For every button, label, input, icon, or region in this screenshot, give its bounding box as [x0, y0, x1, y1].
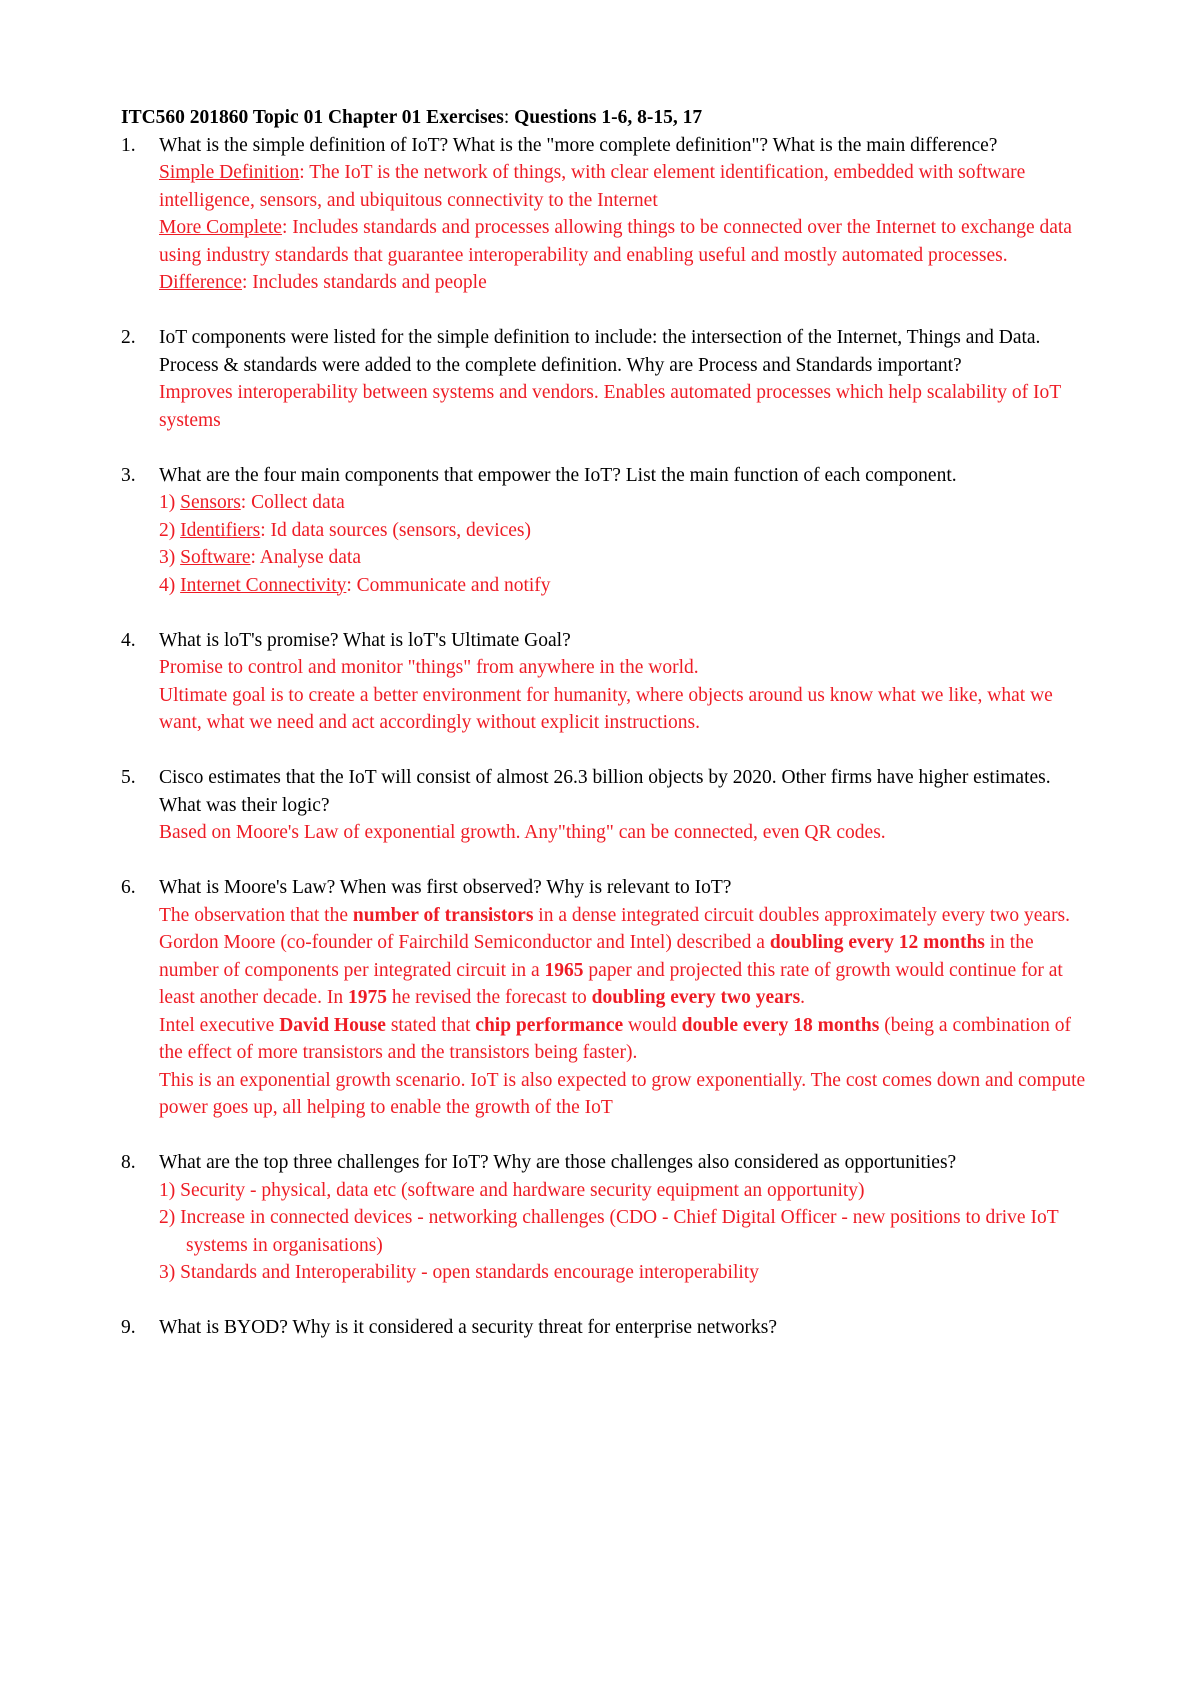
answer-text: Ultimate goal is to create a better environment for humanity, where objects around us know what we like, what we want, what we need and act accordingly without explicit instructions.	[159, 684, 1053, 733]
answer-label: Difference	[159, 272, 242, 293]
question-item-1	[121, 132, 1096, 297]
question-text: Cisco estimates that the IoT will consist of almost 26.3 billion objects by 2020. Other firms have higher estimates. What was their logic?	[159, 767, 1051, 816]
answer-text: Promise to control and monitor "things" from anywhere in the world.	[159, 657, 699, 678]
answer-text: Improves interoperability between systems and vendors. Enables automated processes which help scalability of IoT systems	[159, 382, 1061, 431]
answer-emphasis: doubling every 12 months	[769, 932, 985, 953]
item-label: Identifiers	[180, 519, 261, 541]
answer-list-item	[159, 572, 1096, 600]
answer-list-item	[159, 489, 1096, 517]
item-text: : Communicate and notify	[346, 574, 551, 596]
answer-list-item: 1) Security - physical, data etc (software and hardware security equipment an opportunity)	[159, 1179, 865, 1201]
answer-emphasis: 1965	[544, 959, 584, 981]
question-item-3	[121, 462, 1096, 600]
answer-emphasis: number of transistors	[352, 904, 534, 926]
question-number: 5.	[121, 767, 136, 788]
answer-emphasis: doubling every two years	[591, 987, 801, 1008]
answer-label: Simple Definition	[159, 162, 300, 183]
answer-list-item: 2) Increase in connected devices - networking challenges (CDO - Chief Digital Officer - new positions to drive IoT systems in organisations)	[159, 1207, 1059, 1256]
answer-run: The observation that the	[159, 904, 353, 926]
item-text: : Id data sources (sensors, devices)	[260, 519, 532, 541]
question-text: What is Moore's Law? When was first observed? Why is relevant to IoT?	[159, 877, 732, 898]
question-number: 9.	[121, 1317, 136, 1338]
answer-run: Intel executive	[159, 1014, 280, 1036]
question-item-4	[121, 627, 1096, 737]
question-text: What are the four main components that empower the IoT? List the main function of each component.	[159, 464, 957, 486]
item-label: Software	[180, 547, 251, 568]
question-text: What is BYOD? Why is it considered a security threat for enterprise networks?	[159, 1317, 778, 1338]
question-list	[121, 132, 1096, 1342]
item-prefix: 1)	[159, 492, 181, 513]
answer-line	[159, 269, 1096, 297]
answer-run: paper and projected this rate of growth would continue for at least another decade. In	[159, 959, 1063, 1008]
title-colon: :	[503, 107, 515, 128]
item-prefix: 2)	[159, 519, 181, 541]
answer-line	[159, 159, 1096, 214]
answer-label: More Complete	[159, 217, 282, 238]
item-prefix: 4)	[159, 574, 181, 596]
answer-paragraph: This is an exponential growth scenario. IoT is also expected to grow exponentially. The cost comes down and compute power goes up, all helping to enable the growth of the IoT	[159, 1069, 1086, 1118]
question-number: 3.	[121, 464, 136, 486]
answer-emphasis: 1975	[347, 987, 387, 1008]
question-item-6	[121, 874, 1096, 1122]
item-label: Sensors	[180, 492, 241, 513]
title-main: ITC560 201860 Topic 01 Chapter 01 Exercises	[121, 107, 504, 128]
item-label: Internet Connectivity	[180, 574, 347, 596]
answer-run: in the number of components per integrated circuit in a	[159, 932, 1034, 981]
answer-run: in a dense integrated circuit doubles approximately every two years. Gordon Moore (co-founder of Fairchild Semiconductor and Intel) described a	[159, 904, 1071, 953]
answer-line	[159, 214, 1096, 269]
answer-run: stated that	[385, 1014, 476, 1036]
question-text: IoT components were listed for the simple definition to include: the intersection of the Internet, Things and Data. Process & standards were added to the complete definition. Why are Process and Standards important?	[159, 327, 1041, 376]
question-text: What is loT's promise? What is loT's Ultimate Goal?	[159, 629, 571, 651]
answer-run: .	[800, 987, 806, 1008]
answer-text: : Includes standards and processes allowing things to be connected over the Internet to exchange data using industry standards that guarantee interoperability and enabling useful and mostly automated processes.	[159, 217, 1072, 266]
item-prefix: 3)	[159, 547, 181, 568]
answer-text: : The IoT is the network of things, with clear element identification, embedded with software intelligence, sensors, and ubiquitous connectivity to the Internet	[159, 162, 1026, 211]
question-text: What is the simple definition of IoT? What is the "more complete definition"? What is the main difference?	[159, 134, 998, 156]
answer-text: Based on Moore's Law of exponential growth. Any"thing" can be connected, even QR codes.	[159, 822, 886, 843]
document-body	[121, 104, 1096, 1369]
question-number: 6.	[121, 877, 136, 898]
answer-text: : Includes standards and people	[242, 272, 487, 293]
answer-emphasis: chip performance	[475, 1014, 624, 1036]
question-item-5	[121, 764, 1096, 847]
answer-emphasis: double every 18 months	[681, 1014, 880, 1036]
answer-run: (being a combination of the effect of more transistors and the transistors being faster).	[159, 1014, 1072, 1063]
answer-emphasis: David House	[279, 1014, 386, 1036]
question-number: 8.	[121, 1152, 136, 1173]
answer-paragraph	[159, 902, 1096, 1012]
answer-list-item	[159, 544, 1096, 572]
question-number: 4.	[121, 629, 136, 651]
question-number: 2.	[121, 327, 136, 348]
answer-run: would	[623, 1014, 682, 1036]
question-number: 1.	[121, 134, 136, 156]
document-title	[121, 104, 1096, 132]
answer-run: he revised the forecast to	[386, 987, 592, 1008]
question-text: What are the top three challenges for IoT? Why are those challenges also considered as opportunities?	[159, 1152, 957, 1173]
title-questions: Questions 1-6, 8-15, 17	[514, 107, 703, 128]
question-item-8	[121, 1149, 1096, 1287]
question-item-2	[121, 324, 1096, 434]
answer-list-item: 3) Standards and Interoperability - open standards encourage interoperability	[159, 1262, 759, 1283]
answer-list-item	[159, 517, 1096, 545]
item-text: : Collect data	[240, 492, 345, 513]
answer-paragraph	[159, 1012, 1096, 1067]
item-text: : Analyse data	[250, 547, 361, 568]
question-item-9	[121, 1314, 1096, 1342]
